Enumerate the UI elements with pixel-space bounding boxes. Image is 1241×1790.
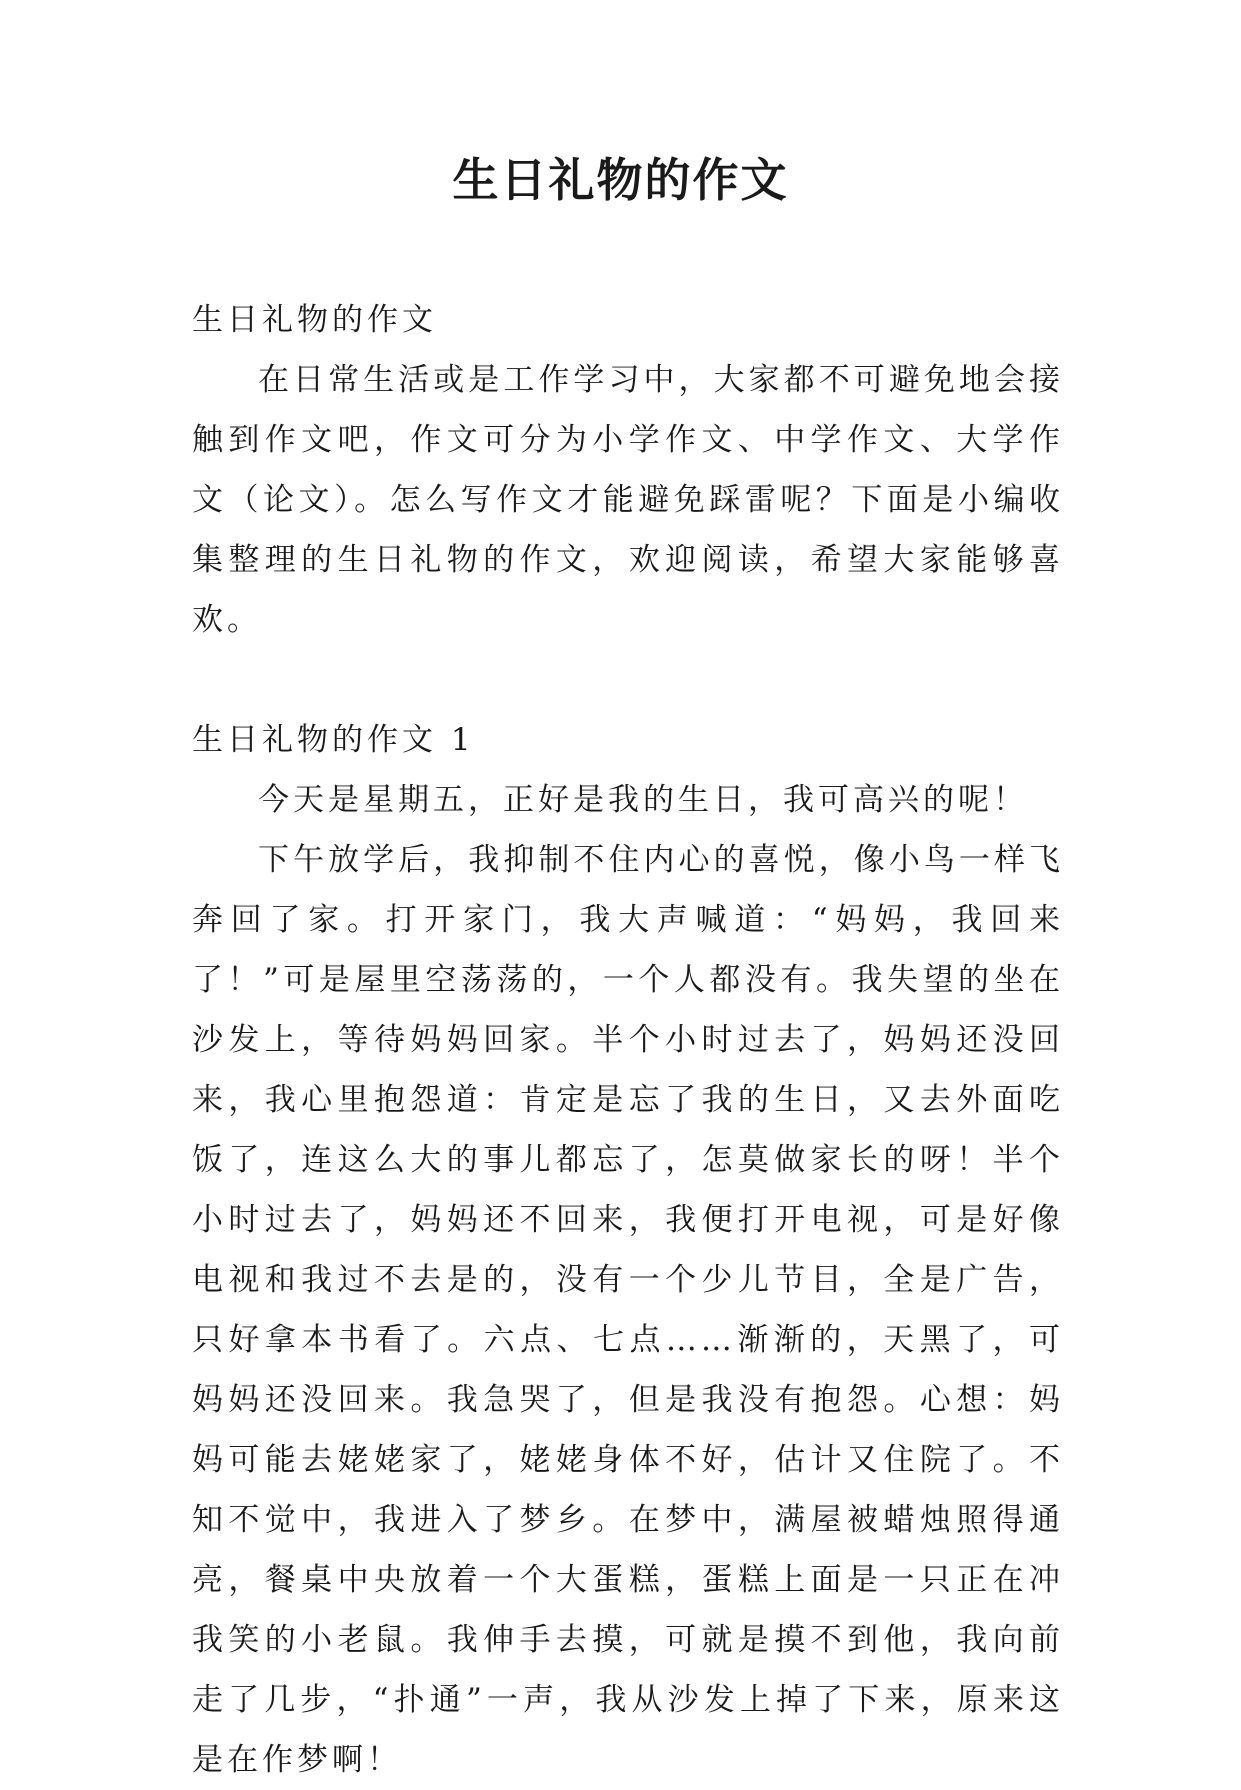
document-body [192,290,1064,1790]
intro-paragraph: 在日常生活或是工作学习中，大家都不可避免地会接触到作文吧，作文可分为小学作文、中学作文、大学作文（论文）。怎么写作文才能避免踩雷呢？下面是小编收集整理的生日礼物的作文，欢迎阅读，希望大家能够喜欢。 [192,362,1064,638]
essay-1-paragraph-1: 今天是星期五，正好是我的生日，我可高兴的呢！ [258,782,1028,818]
intro-heading: 生日礼物的作文 [192,302,437,338]
essay-1-paragraph-2: 下午放学后，我抑制不住内心的喜悦，像小鸟一样飞奔回了家。打开家门，我大声喊道：“妈妈，我回来了！”可是屋里空荡荡的，一个人都没有。我失望的坐在沙发上，等待妈妈回家。半个小时过去了，妈妈还没回来，我心里抱怨道：肯定是忘了我的生日，又去外面吃饭了，连这么大的事儿都忘了，怎莫做家长的呀！半个小时过去了，妈妈还不回来，我便打开电视，可是好像电视和我过不去是的，没有一个少儿节目，全是广告，只好拿本书看了。六点、七点……渐渐的，天黑了，可妈妈还没回来。我急哭了，但是我没有抱怨。心想：妈妈可能去姥姥家了，姥姥身体不好，估计又住院了。不知不觉中，我进入了梦乡。在梦中，满屋被蜡烛照得通亮，餐桌中央放着一个大蛋糕，蛋糕上面是一只正在冲我笑的小老鼠。我伸手去摸，可就是摸不到他，我向前走了几步，“扑通”一声，我从沙发上掉了下来，原来这是在作梦啊！ [192,842,1064,1778]
section-spacer [192,650,1064,710]
document-title: 生日礼物的作文 [452,153,789,207]
essay-1-heading: 生日礼物的作文 1 [192,722,475,758]
